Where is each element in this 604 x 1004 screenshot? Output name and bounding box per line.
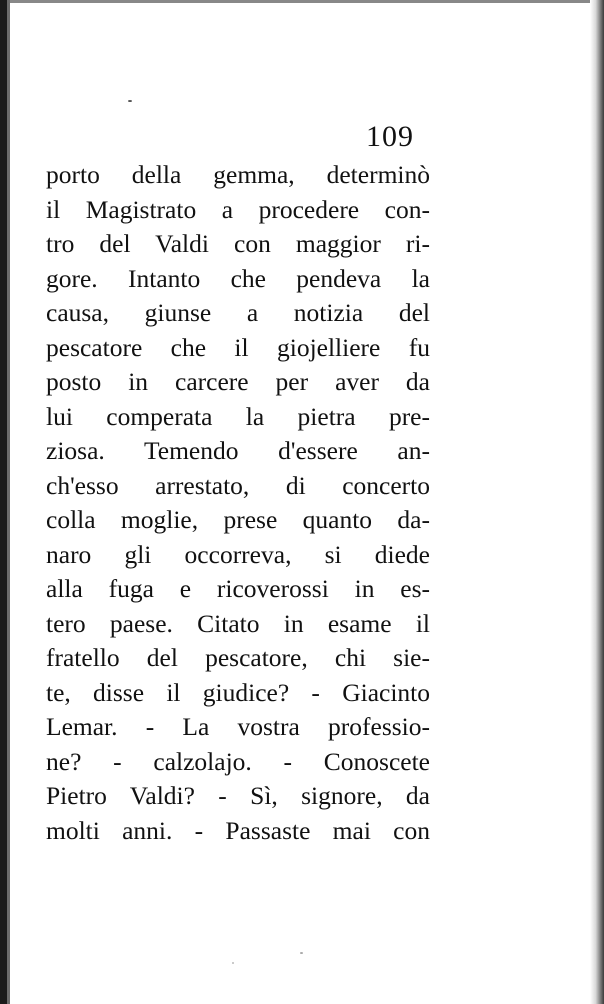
text-line: te, disse il giudice? - Giacinto	[46, 677, 430, 707]
text-line: il Magistrato a procedere con-	[46, 194, 430, 224]
page-number: 109	[366, 120, 414, 153]
text-line: molti anni. - Passaste mai con	[46, 815, 430, 845]
text-line: causa, giunse a notizia del	[46, 298, 430, 327]
text-line: Lemar. - La vostra professio-	[46, 712, 430, 741]
text-line: tro del Valdi con maggior ri-	[46, 229, 430, 258]
text-line: fratello del pescatore, chi sie-	[46, 643, 430, 672]
text-line: Pietro Valdi? - Sì, signore, da	[46, 781, 430, 810]
text-line: pescatore che il giojelliere fu	[46, 332, 430, 362]
paper-speck	[300, 952, 303, 954]
page-top-edge	[0, 0, 604, 3]
text-line: posto in carcere per aver da	[46, 367, 430, 396]
page-left-binding-edge	[0, 0, 7, 1004]
text-line: ne? - calzolajo. - Conoscete	[46, 746, 430, 776]
text-line: naro gli occorreva, si diede	[46, 539, 430, 569]
paper-speck	[232, 962, 234, 964]
page-left-shadow	[7, 0, 10, 1004]
text-line: ch'esso arrestato, di concerto	[46, 470, 430, 500]
paper-speck	[128, 100, 132, 102]
text-line: alla fuga e ricoverossi in es-	[46, 574, 430, 603]
text-line: gore. Intanto che pendeva la	[46, 263, 430, 293]
text-line: ziosa. Temendo d'essere an-	[46, 436, 430, 465]
text-line: colla moglie, prese quanto da-	[46, 505, 430, 534]
body-text	[46, 158, 430, 848]
text-line: tero paese. Citato in esame il	[46, 608, 430, 638]
text-line: lui comperata la pietra pre-	[46, 401, 430, 431]
text-line: porto della gemma, determinò	[46, 160, 430, 189]
page-right-edge-shadow	[590, 0, 604, 1004]
